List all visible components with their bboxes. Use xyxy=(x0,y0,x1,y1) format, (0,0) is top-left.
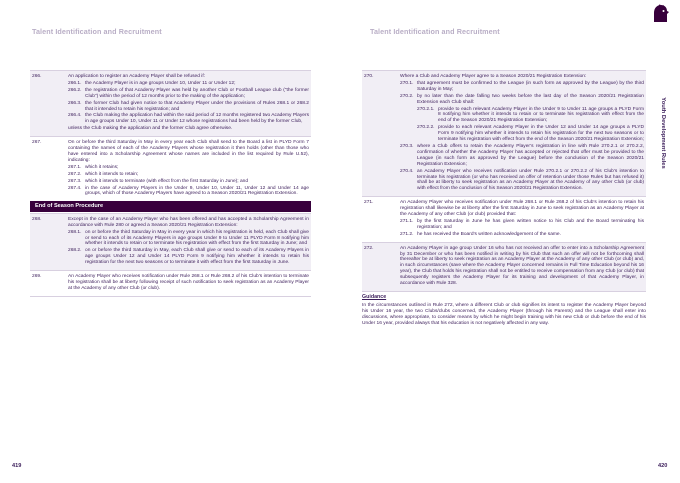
sub-rule-number: 270.4. xyxy=(400,168,414,174)
sub-rule-text: by no later than the date falling two weeks before the last day of the Season 2020/21 Registration Extension each Club shall: xyxy=(417,93,644,105)
sub-rule-text: where a Club offers to retain the Academy Player’s registration in line with Rule 270.2.1 or 270.2.2, confirmation of whether the Academy Player has accepted or rejected that offer must be provided to the League (in such form as approved by the League) before the conclusion of the Season 2020/21 Registration Extension; xyxy=(417,143,644,167)
sub-rule-text: the Club making the application had within the said period of 12 months registered two Academy Players in age groups Under 10, Under 11 or Under 12 whose registrations had been held by the former Club, xyxy=(85,113,309,125)
sub-rule xyxy=(400,219,644,231)
rule-intro: Where a Club and Academy Player agree to a Season 2020/21 Registration Extension: xyxy=(400,74,587,79)
sub-rule xyxy=(68,88,309,100)
rule-268 xyxy=(30,213,311,270)
sub-rule-text: which it intends to retain; xyxy=(85,171,139,177)
sub-rule-number: 267.1. xyxy=(68,164,82,170)
sub-rule-number: 267.4. xyxy=(68,185,82,191)
sub-rule xyxy=(400,81,644,93)
sub-rule-number: 270.1. xyxy=(400,80,414,86)
premier-league-lion-icon xyxy=(648,2,672,26)
left-running-header: Talent Identification and Recruitment xyxy=(32,27,162,36)
sub-rule-number: 266.1. xyxy=(68,80,82,86)
sub-sub-rule xyxy=(417,125,644,143)
rule-269 xyxy=(30,270,311,297)
sub-sub-rule xyxy=(417,107,644,125)
rule-number: 269. xyxy=(32,274,42,280)
sub-sub-rule-number: 270.2.2. xyxy=(417,125,435,131)
sub-rule-text: which it retains; xyxy=(85,164,119,170)
sub-rule-text: the former Club had given notice to that Academy Player under the provisions of Rules 268.1 or 268.2 that it intended to retain his registration; and xyxy=(85,100,309,112)
sub-rule-number: 266.4. xyxy=(68,113,82,119)
sub-rule-text: he has received the Board’s written acknowledgement of the same. xyxy=(417,231,561,237)
sub-rule-text: an Academy Player who receives notification under Rule 270.2.1 or 270.2.2 of his Club’s intention to terminate his registration (or who has received an offer of retention under those Rules but has refused it) shall be at liberty to seek registration as an Academy Player at the Academy of any other Club (or club) with effect from the conclusion of his Season 2020/21 Registration Extension. xyxy=(417,168,644,192)
sub-rule-number: 267.3. xyxy=(68,178,82,184)
sub-rule-number: 268.2. xyxy=(68,248,82,254)
sub-rule-text: by the first Saturday in June he has given written notice to his Club and the Board terminating his registration; and xyxy=(417,218,644,230)
rule-number: 268. xyxy=(32,216,42,222)
rule-intro: An application to register an Academy Player shall be refused if: xyxy=(68,74,206,79)
sub-rule-number: 271.1. xyxy=(400,218,414,224)
sub-sub-rule-text: provide to each relevant Academy Player in the Under 12 and Under 14 age groups a PLYD Form 9 notifying him whether it intends to retain his registration for the next two seasons or to terminate his registration with effect from the end of the Season 2020/21 Registration Extension; xyxy=(438,125,644,143)
section-banner: End of Season Procedure xyxy=(30,201,311,212)
sub-rule xyxy=(400,144,644,168)
sub-rule-text: the registration of that Academy Player was held by another Club or Football League club (“the former Club”) within the period of 12 months prior to the making of the application; xyxy=(85,87,309,99)
sub-rule xyxy=(68,81,309,87)
rule-intro: An Academy Player in age group Under 16 who has not received an offer to enter into a Scholarship Agreement by 31 December or who has been notified in writing by his Club that such an offer will not be forthcoming shall thereafter be at liberty to seek registration as an Academy Player at the Academy of any other Club (or club) and, in such circumstances (save where the Academy Player concerned remains in Full Time Education beyond his 16 year), the Club that holds his registration shall not be entitled to receive compensation from any Club (or club) that subsequently registers the Academy Player for its training and development of that Academy Player, in accordance with Rule 328. xyxy=(400,245,644,287)
right-page-number: 420 xyxy=(658,463,668,469)
sub-rule-number: 271.2. xyxy=(400,231,414,237)
sub-sub-rule-text: provide to each relevant Academy Player in the Under 9 to Under 11 age groups a PLYD Form 8 notifying him whether it intends to retain or to terminate his registration with effect from the end of the Season 2020/21 Registration Extension; xyxy=(438,106,644,124)
side-section-tab xyxy=(658,78,668,188)
rule-trailing-text: unless the Club making the application and the former Club agree otherwise. xyxy=(68,126,233,132)
guidance-heading: Guidance xyxy=(362,294,387,300)
sub-rule-text: which it intends to terminate (with effect from the first Saturday in June); and xyxy=(85,178,249,184)
sub-rule-text: in the case of Academy Players in the Under 9, Under 10, Under 11, Under 12 and Under 14 age groups, which of those Academy Players have agreed to a Season 2020/21 Registration Extension. xyxy=(85,185,309,197)
sub-rule xyxy=(68,230,309,248)
sub-sub-rule-number: 270.2.1. xyxy=(417,106,435,112)
right-running-header: Talent Identification and Recruitment xyxy=(370,27,500,36)
sub-rule xyxy=(68,113,309,125)
guidance-text: In the circumstances outlined in Rule 272, where a different Club or club signifies its intent to register the Academy Player beyond his Under 16 year, the two Clubs/clubs concerned, the Academy Player (through his Parents) and the League shall enter into discussions, where appropriate, to consider means by which he might begin training with his new Club or club before the end of his Under 16 year, provided always that his education is not negatively affected in any way. xyxy=(362,302,646,326)
rule-number: 266. xyxy=(32,74,42,79)
sub-rule xyxy=(400,169,644,193)
rule-number: 270. xyxy=(364,74,374,79)
sub-rule-number: 270.2. xyxy=(400,93,414,99)
rule-intro: An Academy Player who receives notification under Rule 268.1 or Rule 268.2 of his Club’s intention to terminate his registration shall be at liberty following receipt of such notification to seek registration as an Academy Player at the Academy of any other Club (or club). xyxy=(68,274,309,291)
left-rules-content xyxy=(30,70,311,297)
sub-rule-text: that agreement must be confirmed to the League (in such form as approved by the League) by the third Saturday in May; xyxy=(417,80,644,92)
rule-266 xyxy=(30,70,311,136)
rule-271 xyxy=(362,196,646,241)
rule-number: 272. xyxy=(364,245,374,251)
rule-number: 271. xyxy=(364,200,374,206)
sub-rule-number: 270.3. xyxy=(400,143,414,149)
rule-270 xyxy=(362,70,646,196)
side-section-label: Youth Development Rules xyxy=(660,97,666,169)
sub-rule-text: on or before the third Saturday in May, each Club shall give or send to each of its Academy Players in age groups Under 12 and Under 14 PLYD Form 9 notifying him whether it intends to retain his registration for the next two seasons or to terminate it with effect from the first Saturday in June. xyxy=(85,248,309,266)
rule-267 xyxy=(30,136,311,201)
sub-rule-number: 266.3. xyxy=(68,100,82,106)
rule-intro: On or before the third Saturday in May in every year each Club shall send to the Board a list in PLYD Form 7 containing the names of each of the Academy Players whose registration it then holds (other than those who have entered into a Scholarship Agreement whose names are included in the list required by Rule U.52), indicating: xyxy=(68,140,309,163)
sub-rule xyxy=(68,179,309,185)
sub-rule-text: on or before the third Saturday in May in every year in which his registration is held, each Club shall give or send to each of its Academy Players in age groups Under 9 to Under 11 PLYD Form 8 notifying him whether it intends to retain or to terminate his registration with effect from the first Saturday in June; and xyxy=(85,229,309,247)
sub-rule xyxy=(400,232,644,238)
rule-272 xyxy=(362,242,646,292)
sub-rule-number: 266.2. xyxy=(68,87,82,93)
sub-rule xyxy=(68,172,309,178)
right-rules-content xyxy=(362,70,646,327)
sub-rule-number: 267.2. xyxy=(68,171,82,177)
rule-number: 267. xyxy=(32,140,42,146)
sub-rule xyxy=(68,186,309,198)
sub-rule-number: 268.1. xyxy=(68,229,82,235)
sub-rule xyxy=(68,248,309,266)
sub-rule xyxy=(68,165,309,171)
rule-intro: Except in the case of an Academy Player who has been offered and has accepted a Scholarship Agreement in accordance with Rule 280 or agreed a Season 2020/21 Registration Extension: xyxy=(68,216,309,228)
left-page-number: 419 xyxy=(12,463,22,469)
sub-rule xyxy=(68,101,309,113)
sub-rule-text: the Academy Player is in age groups Under 10, Under 11 or Under 12; xyxy=(85,80,236,86)
rule-intro: An Academy Player who receives notification under Rule 268.1 or Rule 268.2 of his Club’s intention to retain his registration shall likewise be at liberty after the first Saturday in June to seek registration as an Academy Player at the Academy of any other Club (or club) provided that: xyxy=(400,200,644,218)
sub-rule xyxy=(400,94,644,106)
